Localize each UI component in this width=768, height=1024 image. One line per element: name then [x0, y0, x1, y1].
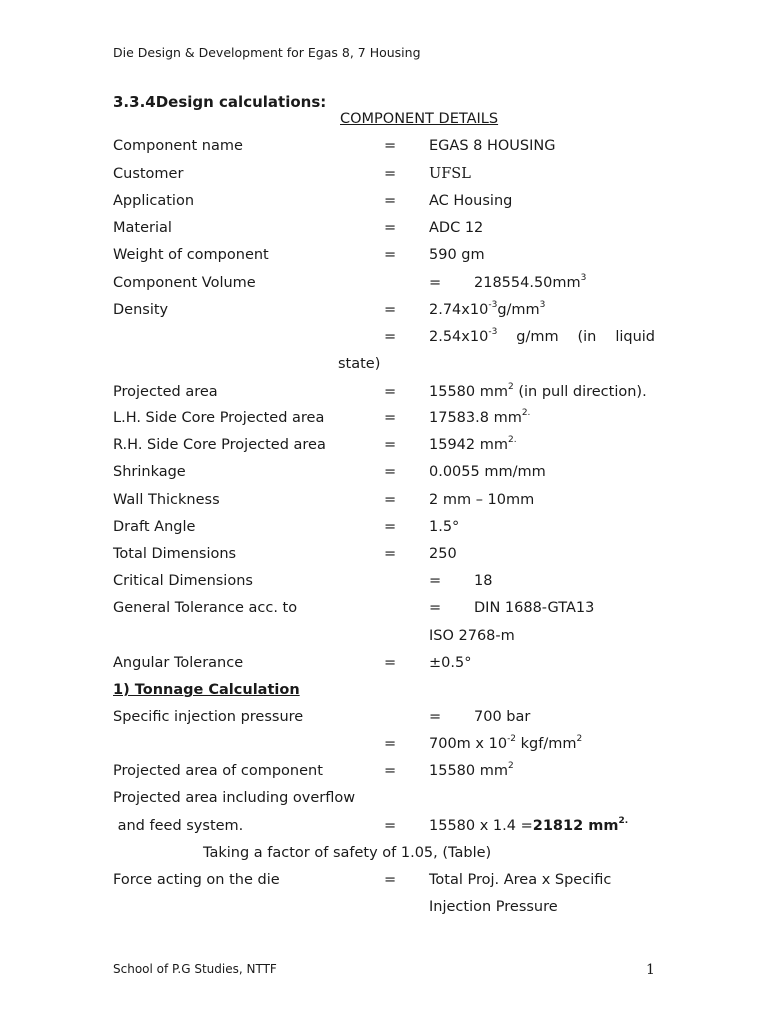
equals: = [384, 302, 397, 318]
value: AC Housing [429, 193, 513, 209]
label: Component Volume [113, 275, 256, 291]
value: $2.54x10^{-3}$ g/mm (in liquid [429, 327, 655, 345]
value: Total Proj. Area x Specific [429, 872, 612, 888]
equals: = [384, 655, 397, 671]
row-proj-area-component [0, 763, 768, 785]
value: 0.0055 mm/mm [429, 464, 546, 480]
value: 15580 $mm^2$ (in pull direction). [429, 382, 647, 400]
safety-factor-text: Taking a factor of safety of 1.05, (Table) [203, 845, 492, 861]
row-density-liquid [0, 329, 768, 351]
row-angular-tolerance [0, 655, 768, 677]
row-customer [0, 166, 768, 188]
equals: = [384, 138, 397, 154]
row-pressure-conversion [0, 736, 768, 758]
equals: = [384, 763, 397, 779]
value: EGAS 8 HOUSING [429, 138, 556, 154]
row-wall-thickness [0, 492, 768, 514]
label: Specific injection pressure [113, 709, 304, 725]
equals: = [384, 193, 397, 209]
row-material [0, 220, 768, 242]
equals: = [429, 709, 442, 725]
value: ±0.5° [429, 655, 472, 671]
row-lh-core-area [0, 410, 768, 432]
label: Component name [113, 138, 243, 154]
label: Angular Tolerance [113, 655, 244, 671]
value-continued: Injection Pressure [429, 899, 558, 915]
equals: = [429, 275, 442, 291]
value: $2.74x10^{-3}g/mm^3$ [429, 300, 546, 318]
label: Application [113, 193, 195, 209]
row-projected-area [0, 384, 768, 406]
row-force [0, 872, 768, 894]
equals: = [384, 736, 397, 752]
row-critical-dimensions [0, 573, 768, 595]
equals: = [384, 384, 397, 400]
value: DIN 1688-GTA13 [474, 600, 595, 616]
label: Draft Angle [113, 519, 196, 535]
label: Projected area [113, 384, 218, 400]
equals: = [384, 329, 397, 345]
equals: = [384, 492, 397, 508]
label: Total Dimensions [113, 546, 237, 562]
page-number: 1 [646, 962, 655, 978]
value: UFSL [429, 166, 471, 182]
row-proj-area-feed [0, 818, 768, 840]
row-application [0, 193, 768, 215]
equals: = [384, 220, 397, 236]
label: Customer [113, 166, 184, 182]
value: 700m x $10^{-2}$ kgf/$mm^2$ [429, 734, 583, 752]
equals: = [384, 872, 397, 888]
value: 15580 x 1.4 =21812 $mm^{2.}$ [429, 816, 629, 834]
component-details-heading: COMPONENT DETAILS [340, 111, 499, 127]
row-safety-factor [0, 845, 768, 867]
row-volume [0, 275, 768, 297]
equals: = [384, 166, 397, 182]
equals: = [429, 600, 442, 616]
row-general-tolerance [0, 600, 768, 622]
value-continued: state) [338, 356, 381, 372]
value: 15942 $mm^{2.}$ [429, 435, 517, 453]
footer-text: School of P.G Studies, NTTF [113, 962, 277, 976]
value: 1.5° [429, 519, 460, 535]
value: 15580 $mm^2$ [429, 761, 514, 779]
row-component-name [0, 138, 768, 160]
equals: = [429, 573, 442, 589]
row-draft-angle [0, 519, 768, 541]
value: ADC 12 [429, 220, 484, 236]
label: R.H. Side Core Projected area [113, 437, 326, 453]
page-header: Die Design & Development for Egas 8, 7 Housing [113, 45, 421, 60]
row-proj-area-overflow [0, 790, 768, 812]
label: Material [113, 220, 172, 236]
row-rh-core-area [0, 437, 768, 459]
label: and feed system. [113, 818, 244, 834]
label: Wall Thickness [113, 492, 220, 508]
tonnage-heading: 1) Tonnage Calculation [113, 682, 300, 698]
value: 590 gm [429, 247, 485, 263]
value: 2 mm – 10mm [429, 492, 535, 508]
value: 700 bar [474, 709, 531, 725]
label: Density [113, 302, 169, 318]
equals: = [384, 519, 397, 535]
label: General Tolerance acc. to [113, 600, 298, 616]
label: Critical Dimensions [113, 573, 253, 589]
row-weight [0, 247, 768, 269]
value: 17583.8 $mm^{2.}$ [429, 408, 531, 426]
label: Force acting on the die [113, 872, 280, 888]
value: 250 [429, 546, 457, 562]
equals: = [384, 437, 397, 453]
value: $218554.50mm^3$ [474, 273, 587, 291]
value-continued: ISO 2768-m [429, 628, 515, 644]
label: Shrinkage [113, 464, 186, 480]
row-specific-pressure [0, 709, 768, 731]
row-total-dimensions [0, 546, 768, 568]
row-density-liquid-cont [0, 356, 768, 378]
row-shrinkage [0, 464, 768, 486]
equals: = [384, 247, 397, 263]
row-general-tolerance-cont [0, 628, 768, 650]
equals: = [384, 546, 397, 562]
label: L.H. Side Core Projected area [113, 410, 325, 426]
section-heading: 3.3.4Design calculations: [113, 93, 327, 111]
row-force-cont [0, 899, 768, 921]
tonnage-heading-row [0, 682, 768, 704]
label: Projected area including overflow [113, 790, 356, 806]
row-density [0, 302, 768, 324]
equals: = [384, 818, 397, 834]
label: Weight of component [113, 247, 269, 263]
label: Projected area of component [113, 763, 323, 779]
value: 18 [474, 573, 493, 589]
equals: = [384, 464, 397, 480]
equals: = [384, 410, 397, 426]
